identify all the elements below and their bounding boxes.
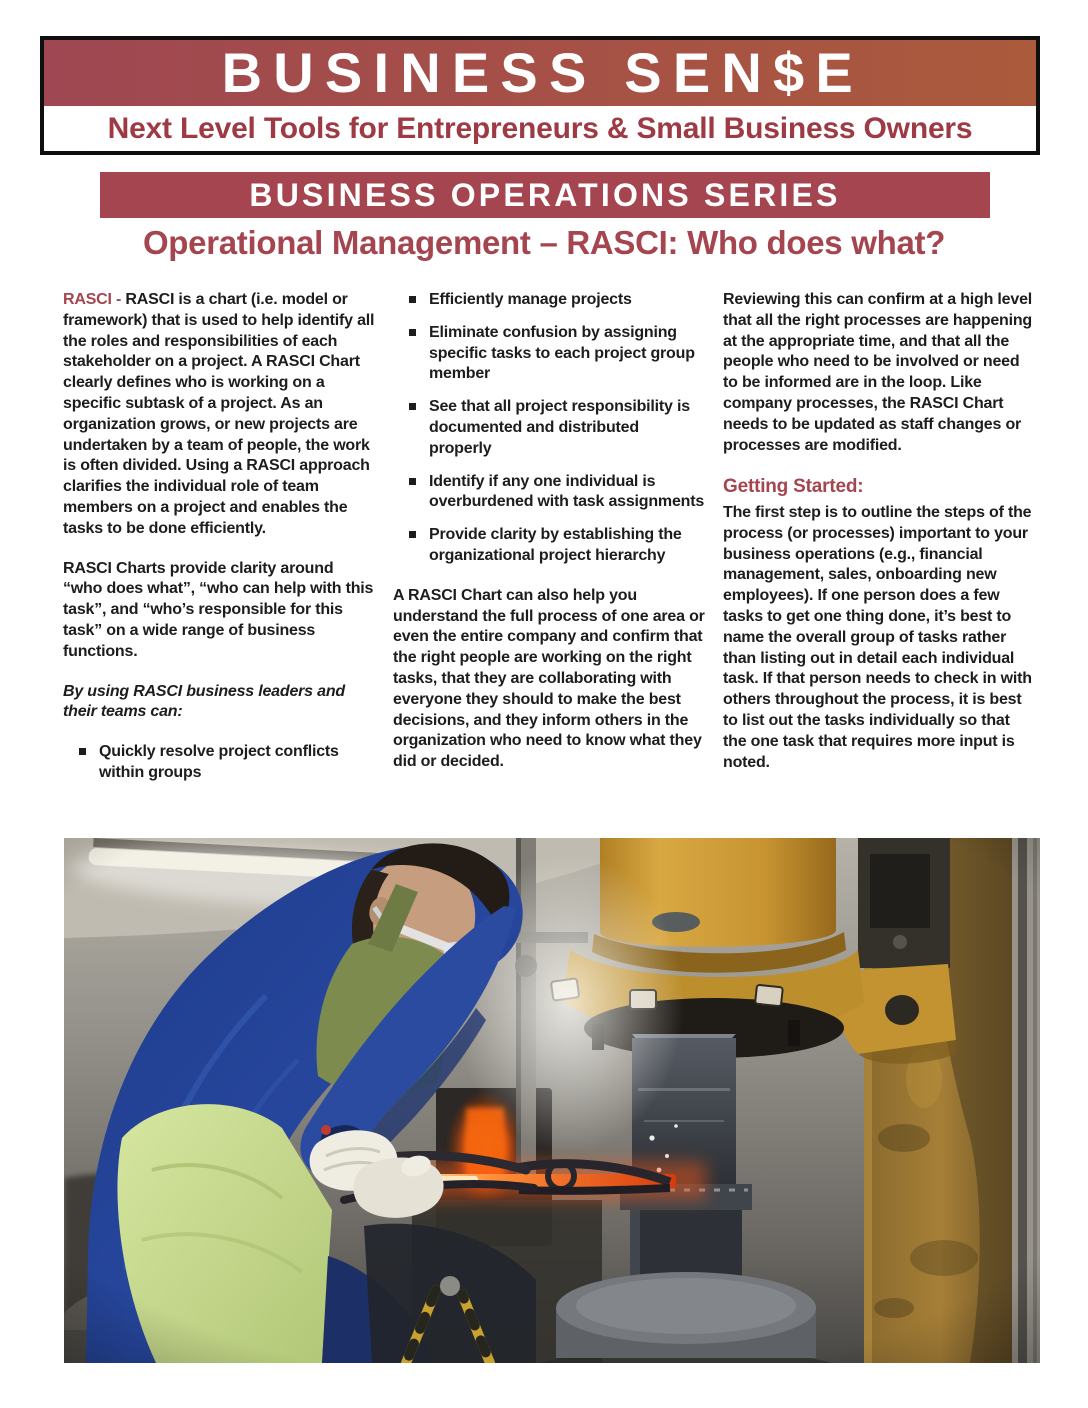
- article-title: Operational Management – RASCI: Who does what?: [142, 224, 946, 261]
- benefit-item: See that all project responsibility is documented and distributed properly: [393, 397, 705, 459]
- workshop-photo: [64, 838, 1040, 1363]
- benefits-list-part2: [393, 290, 705, 567]
- benefit-item: Efficiently manage projects: [393, 290, 705, 311]
- masthead: [40, 36, 1040, 155]
- intro-paragraph-text: RASCI is a chart (i.e. model or framework) that is used to help identify all the roles and responsibilities of each stakeholder on a project. A RASCI Chart clearly defines who is working on a specific subtask of a project. As an organization grows, or new projects are undertaken by a team of people, the work is often divided. Using a RASCI approach clarifies the individual role of team members on a project and enables the tasks to be done efficiently.: [63, 291, 375, 537]
- photo-vignette: [64, 838, 1040, 1363]
- column-2: [393, 290, 705, 803]
- newsletter-tagline: Next Level Tools for Entrepreneurs & Small Business Owners: [107, 111, 973, 145]
- benefits-list-intro: By using RASCI business leaders and their teams can:: [63, 682, 345, 721]
- reviewing-paragraph: Reviewing this can confirm at a high level that all the right processes are happening at the appropriate time, and that all the people who need to be involved or need to be informed are in the loop. Like company processes, the RASCI Chart needs to be updated as staff changes or processes are modified.: [723, 291, 1033, 454]
- benefit-item: Eliminate confusion by assigning specific tasks to each project group member: [393, 323, 705, 385]
- column-1: [63, 290, 375, 803]
- column-3: [723, 290, 1035, 803]
- masthead-banner: [44, 40, 1036, 106]
- series-banner: [100, 172, 990, 218]
- article-body: [63, 290, 1035, 803]
- masthead-tagline-row: [44, 106, 1036, 151]
- workshop-photo-illustration: [64, 838, 1040, 1363]
- intro-paragraph: [63, 290, 375, 540]
- getting-started-heading: Getting Started:: [723, 476, 864, 498]
- series-banner-label: BUSINESS OPERATIONS SERIES: [249, 176, 841, 213]
- rasci-term: RASCI -: [63, 291, 122, 308]
- first-step-paragraph: The first step is to outline the steps of the process (or processes) important to your business operations (e.g., financial management, sales, onboarding new employees). If one person does a few tasks to get one thing done, it’s best to name the overall group of tasks rather than listing out in detail each individual task. If that person needs to check in with others throughout the process, it is best to list out the tasks individually so that the one task that requires more input is noted.: [723, 504, 1032, 771]
- benefits-list-part1: [63, 742, 375, 784]
- benefit-item: Identify if any one individual is overburdened with task assignments: [393, 472, 705, 514]
- newsletter-title: BUSINESS SEN$E: [221, 41, 864, 104]
- clarity-paragraph: RASCI Charts provide clarity around “who does what”, “who can help with this task”, and “who’s responsible for this task” on a wide range of business functions.: [63, 559, 374, 660]
- benefit-item: Quickly resolve project conflicts within groups: [63, 742, 375, 784]
- full-process-paragraph: A RASCI Chart can also help you understand the full process of one area or even the entire company and confirm that the right people are working on the right tasks, that they are collaborating with everyone they should to make the best decisions, and they inform others in the organization who need to know what they did or decided.: [393, 586, 705, 771]
- benefit-item: Provide clarity by establishing the organizational project hierarchy: [393, 525, 705, 567]
